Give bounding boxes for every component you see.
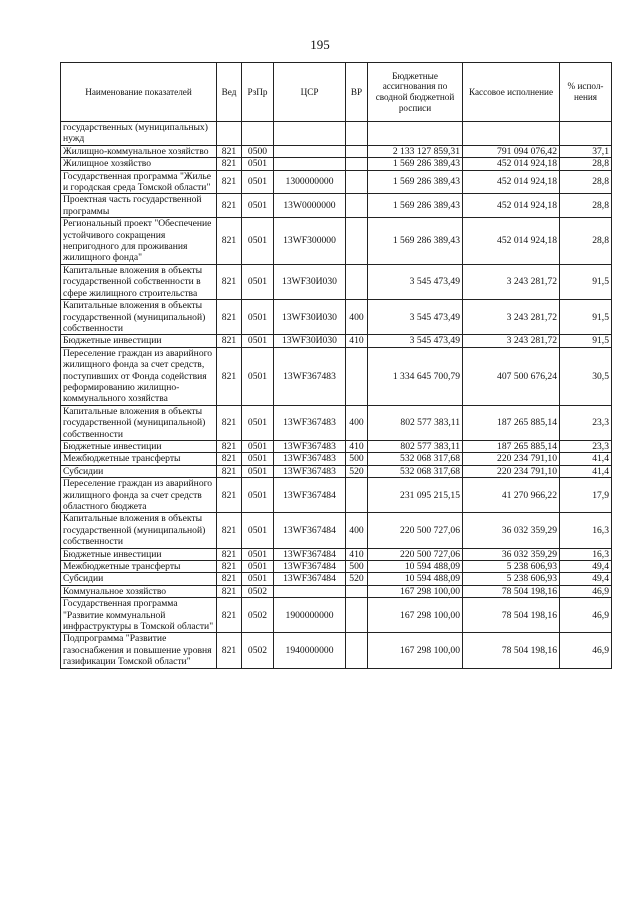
cell-vr — [346, 170, 368, 194]
table-row — [61, 122, 612, 146]
cell-percent: 46,9 — [560, 598, 612, 633]
cell-percent: 91,5 — [560, 335, 612, 347]
cell-rzpr: 0501 — [242, 513, 274, 548]
cell-assignments: 2 133 127 859,31 — [368, 145, 463, 157]
cell-name: Государственная программа "Развитие коммунальной инфраструктуры в Томской области" — [61, 598, 217, 633]
cell-csr: 13WF300000 — [274, 218, 346, 265]
table-row — [61, 513, 612, 548]
cell-csr: 13WF367483 — [274, 440, 346, 452]
cell-ved: 821 — [217, 300, 242, 335]
cell-csr: 13WF367484 — [274, 573, 346, 585]
cell-rzpr: 0502 — [242, 598, 274, 633]
cell-csr: 13WF367484 — [274, 548, 346, 560]
cell-name: Межбюджетные трансферты — [61, 561, 217, 573]
cell-ved: 821 — [217, 218, 242, 265]
header-percent: % испол-нения — [560, 63, 612, 122]
cell-csr: 13WF367483 — [274, 347, 346, 405]
cell-vr: 500 — [346, 453, 368, 465]
table-header-row — [61, 63, 612, 122]
cell-cash: 452 014 924,18 — [463, 170, 560, 194]
cell-ved: 821 — [217, 170, 242, 194]
cell-percent: 28,8 — [560, 218, 612, 265]
cell-percent: 30,5 — [560, 347, 612, 405]
header-vr: ВР — [346, 63, 368, 122]
cell-name: Государственная программа "Жилье и городская среда Томской области" — [61, 170, 217, 194]
table-row — [61, 440, 612, 452]
cell-cash: 78 504 198,16 — [463, 633, 560, 668]
cell-cash: 452 014 924,18 — [463, 158, 560, 170]
cell-ved: 821 — [217, 478, 242, 513]
cell-name: Коммунальное хозяйство — [61, 585, 217, 597]
cell-ved: 821 — [217, 573, 242, 585]
cell-rzpr: 0501 — [242, 264, 274, 299]
cell-assignments: 1 334 645 700,79 — [368, 347, 463, 405]
cell-assignments: 1 569 286 389,43 — [368, 194, 463, 218]
cell-csr: 1940000000 — [274, 633, 346, 668]
cell-assignments: 220 500 727,06 — [368, 548, 463, 560]
cell-vr — [346, 122, 368, 146]
cell-name: Капитальные вложения в объекты государственной (муниципальной) собственности — [61, 513, 217, 548]
header-ved: Вед — [217, 63, 242, 122]
cell-name: Жилищное хозяйство — [61, 158, 217, 170]
table-row — [61, 300, 612, 335]
cell-assignments: 167 298 100,00 — [368, 633, 463, 668]
cell-vr: 500 — [346, 561, 368, 573]
cell-name: Региональный проект "Обеспечение устойчивого сокращения непригодного для проживания жилищного фонда" — [61, 218, 217, 265]
table-row — [61, 453, 612, 465]
cell-ved: 821 — [217, 598, 242, 633]
cell-percent: 17,9 — [560, 478, 612, 513]
cell-assignments: 10 594 488,09 — [368, 561, 463, 573]
cell-name: Жилищно-коммунальное хозяйство — [61, 145, 217, 157]
cell-cash: 452 014 924,18 — [463, 218, 560, 265]
table-row — [61, 170, 612, 194]
cell-assignments — [368, 122, 463, 146]
cell-rzpr: 0501 — [242, 218, 274, 265]
cell-rzpr: 0501 — [242, 300, 274, 335]
cell-csr: 13WF367484 — [274, 513, 346, 548]
cell-cash: 220 234 791,10 — [463, 465, 560, 477]
header-assignments: Бюджетные ассигнования по сводной бюджетной росписи — [368, 63, 463, 122]
cell-cash — [463, 122, 560, 146]
budget-table — [60, 62, 612, 669]
cell-ved: 821 — [217, 440, 242, 452]
table-row — [61, 598, 612, 633]
header-csr: ЦСР — [274, 63, 346, 122]
cell-csr: 13W0000000 — [274, 194, 346, 218]
cell-vr: 410 — [346, 440, 368, 452]
table-row — [61, 347, 612, 405]
cell-name: Переселение граждан из аварийного жилищного фонда за счет средств, поступивших от Фонда содействия реформированию жилищно-коммунального хозяйства — [61, 347, 217, 405]
cell-csr: 13WF367484 — [274, 561, 346, 573]
cell-vr — [346, 145, 368, 157]
cell-assignments: 3 545 473,49 — [368, 300, 463, 335]
cell-name: Межбюджетные трансферты — [61, 453, 217, 465]
cell-vr — [346, 347, 368, 405]
cell-percent: 16,3 — [560, 548, 612, 560]
cell-cash: 452 014 924,18 — [463, 194, 560, 218]
cell-rzpr: 0500 — [242, 145, 274, 157]
cell-vr — [346, 264, 368, 299]
cell-rzpr: 0502 — [242, 585, 274, 597]
cell-csr: 13WF30И030 — [274, 264, 346, 299]
cell-assignments: 231 095 215,15 — [368, 478, 463, 513]
cell-assignments: 802 577 383,11 — [368, 440, 463, 452]
cell-vr — [346, 158, 368, 170]
cell-name: Проектная часть государственной программы — [61, 194, 217, 218]
cell-percent: 28,8 — [560, 158, 612, 170]
cell-csr: 13WF367483 — [274, 405, 346, 440]
header-name: Наименование показателей — [61, 63, 217, 122]
cell-ved: 821 — [217, 513, 242, 548]
cell-rzpr: 0501 — [242, 158, 274, 170]
table-row — [61, 405, 612, 440]
cell-csr: 13WF367484 — [274, 478, 346, 513]
cell-name: Субсидии — [61, 573, 217, 585]
cell-assignments: 802 577 383,11 — [368, 405, 463, 440]
cell-ved: 821 — [217, 405, 242, 440]
table-row — [61, 465, 612, 477]
cell-csr — [274, 122, 346, 146]
cell-name: государственных (муниципальных) нужд — [61, 122, 217, 146]
cell-percent: 91,5 — [560, 264, 612, 299]
cell-cash: 407 500 676,24 — [463, 347, 560, 405]
cell-percent: 41,4 — [560, 453, 612, 465]
cell-csr: 13WF367483 — [274, 453, 346, 465]
cell-rzpr: 0501 — [242, 347, 274, 405]
cell-vr: 400 — [346, 300, 368, 335]
cell-cash: 41 270 966,22 — [463, 478, 560, 513]
cell-vr — [346, 633, 368, 668]
cell-assignments: 1 569 286 389,43 — [368, 170, 463, 194]
cell-rzpr: 0501 — [242, 405, 274, 440]
table-row — [61, 158, 612, 170]
table-row — [61, 573, 612, 585]
cell-percent: 37,1 — [560, 145, 612, 157]
cell-cash: 78 504 198,16 — [463, 585, 560, 597]
cell-cash: 5 238 606,93 — [463, 561, 560, 573]
cell-percent: 23,3 — [560, 440, 612, 452]
cell-csr — [274, 585, 346, 597]
cell-csr: 1900000000 — [274, 598, 346, 633]
cell-rzpr: 0501 — [242, 548, 274, 560]
cell-percent: 49,4 — [560, 561, 612, 573]
cell-rzpr: 0501 — [242, 478, 274, 513]
cell-cash: 791 094 076,42 — [463, 145, 560, 157]
cell-ved: 821 — [217, 335, 242, 347]
cell-rzpr: 0501 — [242, 465, 274, 477]
cell-vr: 520 — [346, 465, 368, 477]
cell-percent: 46,9 — [560, 585, 612, 597]
cell-ved — [217, 122, 242, 146]
header-rzpr: РзПр — [242, 63, 274, 122]
cell-cash: 187 265 885,14 — [463, 405, 560, 440]
cell-name: Бюджетные инвестиции — [61, 335, 217, 347]
cell-csr: 13WF30И030 — [274, 300, 346, 335]
cell-ved: 821 — [217, 548, 242, 560]
cell-ved: 821 — [217, 264, 242, 299]
cell-ved: 821 — [217, 347, 242, 405]
cell-vr: 400 — [346, 513, 368, 548]
cell-cash: 3 243 281,72 — [463, 264, 560, 299]
cell-ved: 821 — [217, 194, 242, 218]
table-row — [61, 478, 612, 513]
table-row — [61, 264, 612, 299]
cell-percent: 28,8 — [560, 170, 612, 194]
cell-vr: 410 — [346, 335, 368, 347]
cell-csr: 1300000000 — [274, 170, 346, 194]
cell-percent: 16,3 — [560, 513, 612, 548]
cell-assignments: 220 500 727,06 — [368, 513, 463, 548]
cell-ved: 821 — [217, 465, 242, 477]
table-row — [61, 633, 612, 668]
cell-ved: 821 — [217, 633, 242, 668]
cell-name: Переселение граждан из аварийного жилищного фонда за счет средств областного бюджета — [61, 478, 217, 513]
cell-name: Капитальные вложения в объекты государственной собственности в сфере жилищного строительства — [61, 264, 217, 299]
table-row — [61, 561, 612, 573]
cell-assignments: 532 068 317,68 — [368, 465, 463, 477]
cell-name: Субсидии — [61, 465, 217, 477]
cell-cash: 36 032 359,29 — [463, 513, 560, 548]
table-body — [61, 122, 612, 669]
cell-csr: 13WF30И030 — [274, 335, 346, 347]
cell-cash: 36 032 359,29 — [463, 548, 560, 560]
cell-name: Бюджетные инвестиции — [61, 440, 217, 452]
cell-percent — [560, 122, 612, 146]
cell-rzpr: 0501 — [242, 194, 274, 218]
cell-cash: 187 265 885,14 — [463, 440, 560, 452]
cell-vr: 410 — [346, 548, 368, 560]
table-row — [61, 335, 612, 347]
cell-rzpr: 0501 — [242, 335, 274, 347]
cell-assignments: 1 569 286 389,43 — [368, 158, 463, 170]
cell-percent: 91,5 — [560, 300, 612, 335]
cell-cash: 3 243 281,72 — [463, 300, 560, 335]
cell-percent: 28,8 — [560, 194, 612, 218]
cell-name: Подпрограмма "Развитие газоснабжения и повышение уровня газификации Томской области" — [61, 633, 217, 668]
table-row — [61, 194, 612, 218]
cell-rzpr: 0501 — [242, 170, 274, 194]
cell-ved: 821 — [217, 453, 242, 465]
cell-csr — [274, 158, 346, 170]
cell-name: Капитальные вложения в объекты государственной (муниципальной) собственности — [61, 405, 217, 440]
header-cash: Кассовое исполнение — [463, 63, 560, 122]
cell-ved: 821 — [217, 561, 242, 573]
cell-vr — [346, 478, 368, 513]
page-number: 195 — [310, 37, 330, 52]
cell-rzpr: 0501 — [242, 440, 274, 452]
cell-percent: 23,3 — [560, 405, 612, 440]
cell-ved: 821 — [217, 585, 242, 597]
cell-cash: 220 234 791,10 — [463, 453, 560, 465]
cell-rzpr: 0501 — [242, 561, 274, 573]
table-row — [61, 585, 612, 597]
table-row — [61, 218, 612, 265]
cell-percent: 46,9 — [560, 633, 612, 668]
cell-cash: 3 243 281,72 — [463, 335, 560, 347]
cell-vr — [346, 585, 368, 597]
cell-ved: 821 — [217, 158, 242, 170]
table-row — [61, 145, 612, 157]
cell-assignments: 532 068 317,68 — [368, 453, 463, 465]
cell-vr — [346, 598, 368, 633]
cell-rzpr: 0502 — [242, 633, 274, 668]
cell-assignments: 1 569 286 389,43 — [368, 218, 463, 265]
cell-percent: 49,4 — [560, 573, 612, 585]
table-row — [61, 548, 612, 560]
cell-assignments: 3 545 473,49 — [368, 335, 463, 347]
cell-csr: 13WF367483 — [274, 465, 346, 477]
cell-assignments: 3 545 473,49 — [368, 264, 463, 299]
cell-assignments: 10 594 488,09 — [368, 573, 463, 585]
cell-cash: 5 238 606,93 — [463, 573, 560, 585]
cell-percent: 41,4 — [560, 465, 612, 477]
cell-name: Бюджетные инвестиции — [61, 548, 217, 560]
cell-vr: 520 — [346, 573, 368, 585]
cell-rzpr — [242, 122, 274, 146]
cell-assignments: 167 298 100,00 — [368, 585, 463, 597]
cell-rzpr: 0501 — [242, 453, 274, 465]
cell-cash: 78 504 198,16 — [463, 598, 560, 633]
cell-assignments: 167 298 100,00 — [368, 598, 463, 633]
cell-vr: 400 — [346, 405, 368, 440]
cell-name: Капитальные вложения в объекты государственной (муниципальной) собственности — [61, 300, 217, 335]
cell-vr — [346, 194, 368, 218]
cell-csr — [274, 145, 346, 157]
cell-vr — [346, 218, 368, 265]
cell-rzpr: 0501 — [242, 573, 274, 585]
cell-ved: 821 — [217, 145, 242, 157]
